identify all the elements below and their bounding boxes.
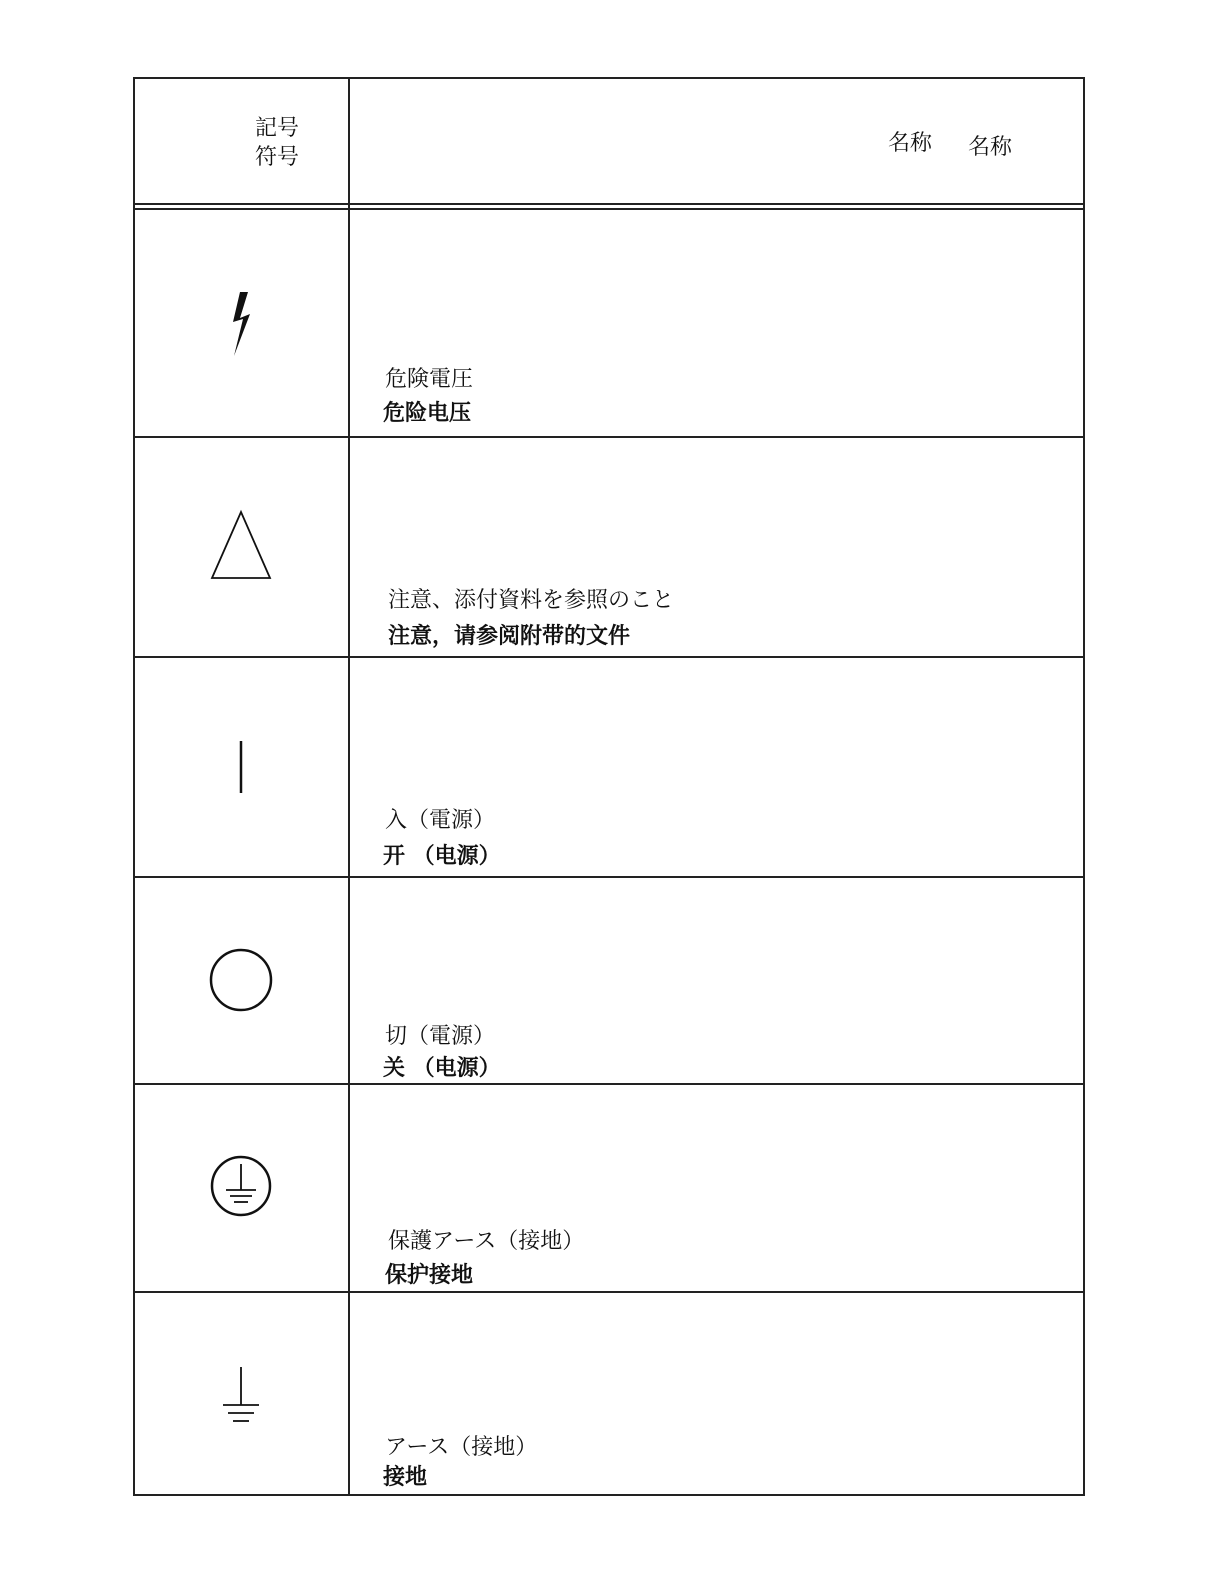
row-label-ja: 入（電源） (385, 808, 496, 833)
header-name-zh: 名称 (968, 135, 1013, 160)
row-label-ja: 保護アース（接地） (388, 1229, 585, 1254)
table-row (133, 1084, 1085, 1291)
protective-earth-icon (133, 1154, 348, 1218)
header-symbol (255, 114, 315, 172)
table-row (133, 1292, 1085, 1496)
header-rule-top (133, 203, 1085, 205)
row-label-ja: アース（接地） (385, 1435, 538, 1460)
warning-triangle-icon (133, 507, 348, 582)
row-label-ja: 危険電圧 (385, 367, 474, 392)
row-label-zh: 开 （电源） (383, 844, 501, 869)
power-off-circle-icon (133, 947, 348, 1013)
row-label-ja: 注意、添付資料を参照のこと (388, 588, 675, 613)
row-label-zh: 注意，请参阅附带的文件 (388, 624, 631, 649)
header-symbol-ja: 記号 (255, 116, 300, 141)
row-label-zh: 危险电压 (383, 401, 472, 426)
table-row (133, 437, 1085, 656)
table-row (133, 210, 1085, 436)
row-label-ja: 切（電源） (385, 1024, 496, 1049)
table-row (133, 657, 1085, 876)
power-on-line-icon (133, 737, 348, 797)
row-label-zh: 关 （电源） (383, 1056, 501, 1081)
table-row (133, 877, 1085, 1083)
header-name-ja: 名称 (888, 131, 933, 156)
row-label-zh: 接地 (383, 1465, 428, 1490)
earth-ground-icon (133, 1364, 348, 1426)
row-label-zh: 保护接地 (385, 1263, 474, 1288)
header-symbol-zh: 符号 (255, 145, 300, 170)
lightning-bolt-icon (133, 290, 348, 360)
